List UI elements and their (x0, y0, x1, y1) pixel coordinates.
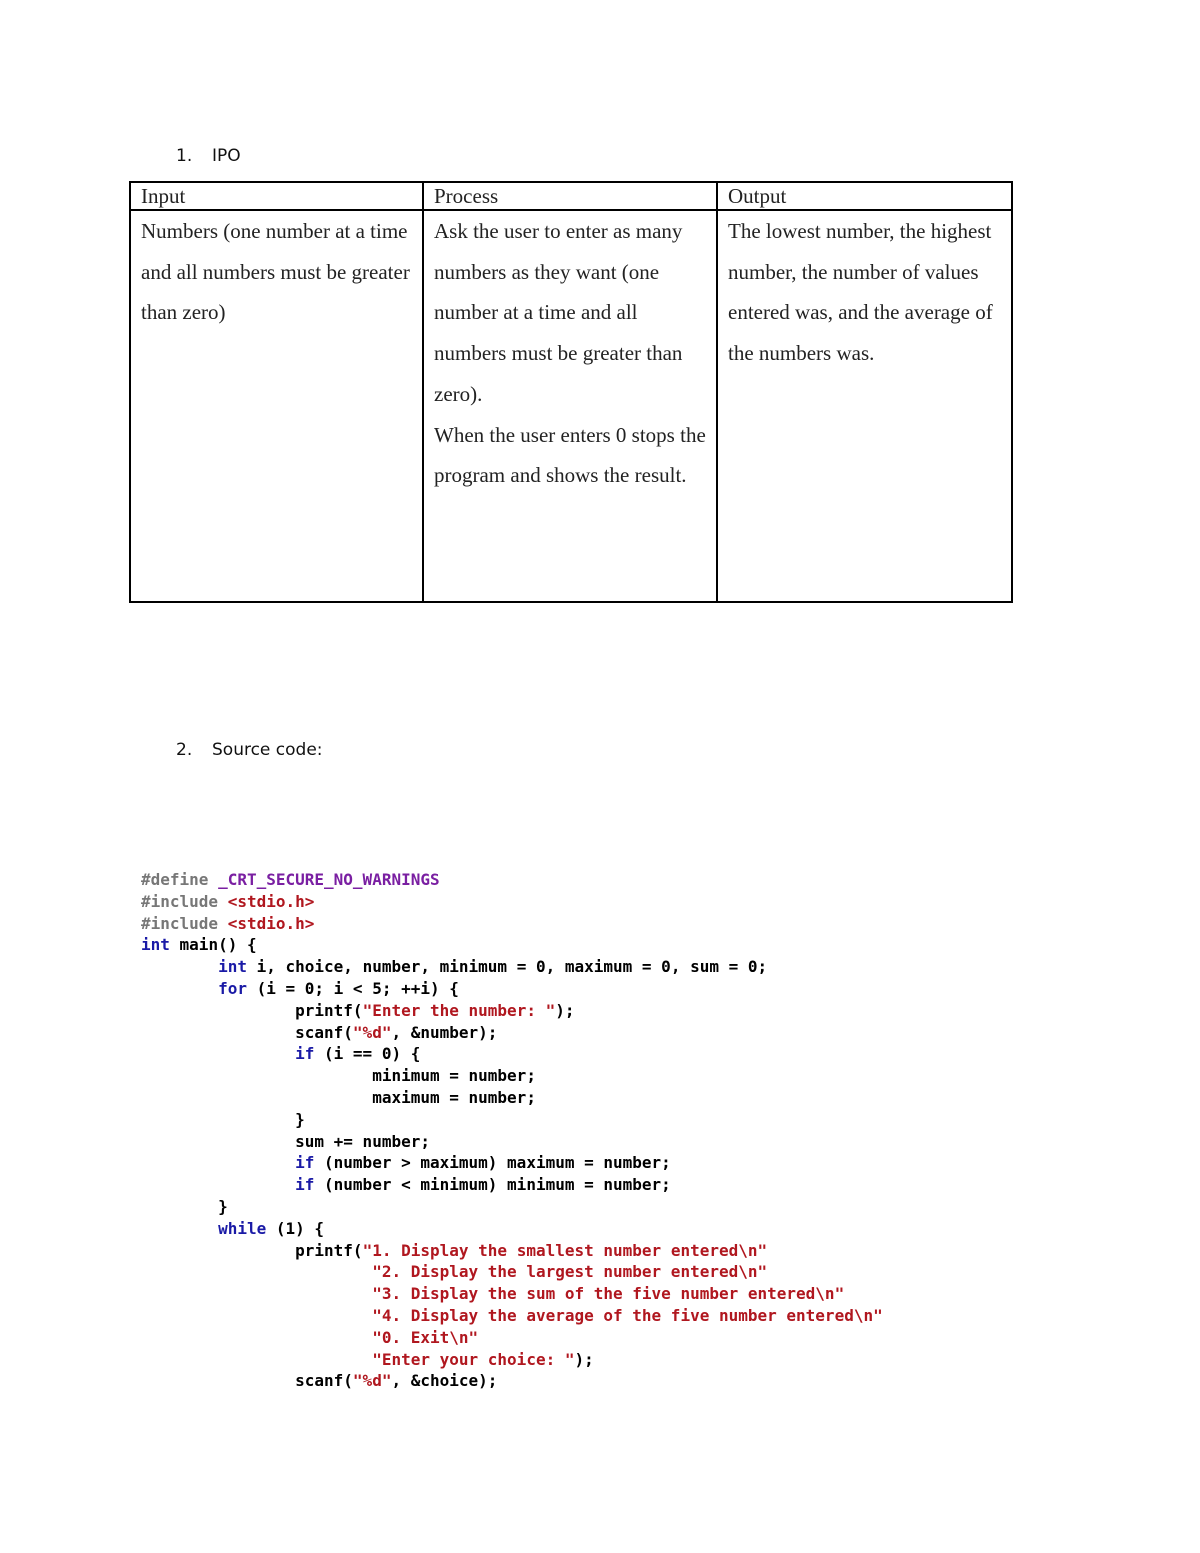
code-token: "4. Display the average of the five number entered\n" (372, 1305, 883, 1325)
code-line (141, 1174, 883, 1196)
section-number: 2. (176, 740, 193, 760)
code-token (141, 1153, 295, 1172)
code-line (141, 1043, 883, 1065)
code-line (141, 956, 883, 978)
code-token: , &choice); (391, 1371, 498, 1391)
code-token: "1. Display the smallest number entered\n" (362, 1240, 768, 1260)
code-line (141, 1370, 883, 1392)
code-token: sum += number; (141, 1131, 430, 1151)
code-line (141, 1327, 883, 1349)
code-token: #define (141, 870, 219, 889)
code-line (141, 913, 883, 935)
input-text: Numbers (one number at a time and all numbers must be greater than zero) (141, 219, 410, 325)
code-line (141, 1087, 883, 1109)
table-row (130, 210, 1012, 602)
process-text-2: When the user enters 0 stops the program and shows the result. (434, 422, 706, 488)
code-line (141, 1349, 883, 1371)
process-text-1: Ask the user to enter as many numbers as they want (one number at a time and all numbers must be greater than zero). (434, 219, 683, 406)
source-code-block (141, 869, 883, 1392)
table-header-row (130, 182, 1012, 210)
code-token: _CRT_SECURE_NO_WARNINGS (218, 870, 440, 889)
code-token: ); (555, 1000, 575, 1020)
section-number: 1. (176, 146, 193, 166)
code-line (141, 1218, 883, 1240)
code-token: for (218, 978, 247, 998)
code-token: scanf( (141, 1022, 353, 1042)
column-header-input: Input (130, 182, 423, 210)
code-token: maximum = number; (141, 1087, 536, 1107)
code-token: printf( (141, 1240, 363, 1260)
code-token: (1) { (266, 1218, 325, 1238)
code-token: #include (141, 891, 228, 911)
code-token (141, 1350, 372, 1369)
column-header-output: Output (717, 182, 1012, 210)
code-token: printf( (141, 1000, 363, 1020)
code-token: ); (574, 1349, 594, 1369)
code-line (141, 1196, 883, 1218)
code-token: int (141, 935, 170, 955)
code-token: } (141, 1109, 305, 1129)
code-token (141, 1262, 372, 1281)
code-token (141, 1306, 372, 1325)
code-token: "3. Display the sum of the five number entered\n" (372, 1284, 845, 1304)
code-line (141, 1000, 883, 1022)
code-line (141, 1131, 883, 1153)
code-token: } (141, 1196, 228, 1216)
code-line (141, 1022, 883, 1044)
code-token (141, 1175, 295, 1194)
code-token (141, 1044, 295, 1063)
code-token: "0. Exit\n" (372, 1327, 479, 1347)
code-token: (number < minimum) minimum = number; (314, 1175, 671, 1195)
code-token: scanf( (141, 1371, 353, 1391)
section-title: Source code: (212, 740, 323, 760)
code-line (141, 1240, 883, 1262)
code-line (141, 891, 883, 913)
code-line (141, 1065, 883, 1087)
input-cell (130, 210, 423, 602)
code-token: "%d" (352, 1022, 392, 1042)
code-token (141, 979, 218, 998)
process-cell (423, 210, 717, 602)
code-token (141, 1284, 372, 1303)
code-token: "Enter the number: " (362, 1000, 556, 1020)
code-token: if (295, 1175, 315, 1195)
code-token: if (295, 1153, 315, 1173)
code-token: int (218, 957, 247, 977)
code-token (141, 957, 218, 976)
section-title: IPO (212, 146, 241, 166)
code-token: #include (141, 913, 228, 933)
code-token: "%d" (352, 1371, 392, 1391)
code-line (141, 869, 883, 891)
code-token: "2. Display the largest number entered\n" (372, 1262, 768, 1282)
code-token (141, 1328, 372, 1347)
code-token: (number > maximum) maximum = number; (314, 1153, 671, 1173)
code-token: <stdio.h> (227, 913, 315, 933)
code-line (141, 1305, 883, 1327)
code-token (141, 1219, 218, 1238)
code-line (141, 1283, 883, 1305)
code-line (141, 978, 883, 1000)
section-heading-source-code (176, 740, 323, 760)
output-text: The lowest number, the highest number, the number of values entered was, and the average of the numbers was. (728, 219, 993, 366)
code-line (141, 1152, 883, 1174)
code-token: while (218, 1218, 267, 1238)
ipo-table (129, 181, 1013, 603)
code-line (141, 934, 883, 956)
code-line (141, 1261, 883, 1283)
code-line (141, 1109, 883, 1131)
code-token: minimum = number; (141, 1066, 536, 1086)
column-header-process: Process (423, 182, 717, 210)
code-token: "Enter your choice: " (372, 1349, 575, 1369)
output-cell (717, 210, 1012, 602)
code-token: if (295, 1044, 315, 1064)
code-token: i, choice, number, minimum = 0, maximum = 0, sum = 0; (246, 957, 768, 977)
code-token: (i = 0; i < 5; ++i) { (246, 978, 459, 998)
section-heading-ipo (176, 146, 241, 166)
code-token: , &number); (391, 1022, 498, 1042)
code-token: main() { (169, 935, 257, 955)
code-token: (i == 0) { (314, 1044, 421, 1064)
code-token: <stdio.h> (227, 891, 315, 911)
